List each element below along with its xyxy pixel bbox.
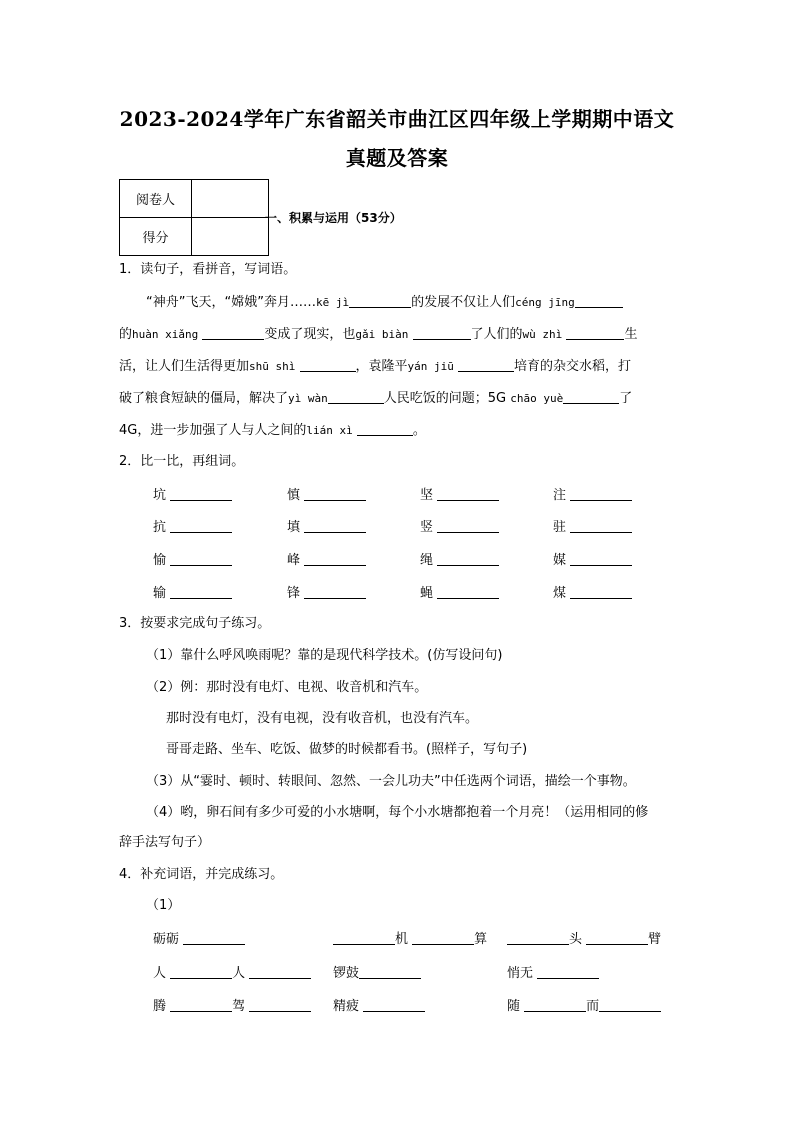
pinyin: lián xì [306,424,353,437]
q1-line1 [146,295,623,309]
answer-blank[interactable] [599,999,661,1012]
char: 愉 [153,553,167,568]
text: 人民吃饭的问题；5G [383,391,507,406]
page-title: 2023-2024学年广东省韶关市曲江区四年级上学期期中语文 [119,107,675,131]
q4-sub-1: （1） [146,898,181,913]
word: 而 [586,999,600,1014]
answer-blank[interactable] [437,488,499,501]
answer-blank[interactable] [349,295,411,308]
pinyin: shū shì [249,360,296,373]
q2-row [153,520,232,534]
section-heading: 一、积累与运用（53分） [265,211,402,225]
text: ，袁隆平 [355,359,408,374]
q4-row1 [507,932,661,946]
char: 锋 [287,586,301,601]
word: 砺砺 [153,932,180,947]
text: 培育的杂交水稻，打 [514,359,632,374]
q4-row2 [153,966,311,980]
char: 输 [153,586,167,601]
answer-blank[interactable] [570,520,632,533]
word: 腾 [153,999,167,1014]
answer-blank[interactable] [328,391,384,404]
q4-row1 [333,932,487,946]
q2-row [553,488,632,502]
pinyin: céng jīng [515,296,575,309]
q4-row1 [153,932,245,946]
q1-line5 [119,423,426,437]
answer-blank[interactable] [170,586,232,599]
text: 活，让人们生活得更加 [119,359,250,374]
q2-row [153,488,232,502]
word: 臂 [648,932,662,947]
char: 注 [553,488,567,503]
text: 了 [619,391,633,406]
word: 锣鼓 [333,966,360,981]
q4-row3 [333,999,425,1013]
word: 驾 [232,999,246,1014]
word: 人 [153,966,167,981]
q2-row [153,586,232,600]
answer-blank[interactable] [304,520,366,533]
q2-row [553,586,632,600]
pinyin: huàn xiǎng [132,328,199,341]
pinyin: wù zhì [522,328,563,341]
q2-row [420,586,499,600]
answer-blank[interactable] [304,488,366,501]
q4-row2 [333,966,421,980]
pinyin: chāo yuè [510,392,564,405]
q2-row [420,488,499,502]
q2-row [287,488,366,502]
q2-row [287,553,366,567]
page-title-line2: 真题及答案 [345,146,449,170]
q1-line2 [119,327,637,341]
score-cell [192,218,269,256]
q1-line4 [119,391,632,405]
answer-blank[interactable] [575,295,623,308]
q1-line3 [119,359,631,373]
answer-blank[interactable] [170,966,232,979]
answer-blank[interactable] [566,327,624,340]
q3-item-4-cont: 辞手法写句子） [119,835,211,850]
answer-blank[interactable] [183,932,245,945]
word: 人 [232,966,246,981]
q4-row3 [507,999,661,1013]
char: 峰 [287,553,301,568]
answer-blank[interactable] [563,391,619,404]
char: 竖 [420,520,434,535]
pinyin: yì wàn [288,392,328,405]
text: 的发展不仅让人们 [411,295,516,310]
text: 4G，进一步加强了人与人之间的 [119,423,307,438]
answer-blank[interactable] [249,999,311,1012]
q2-row [153,553,232,567]
char: 媒 [553,553,567,568]
answer-blank[interactable] [170,553,232,566]
char: 煤 [553,586,567,601]
answer-blank[interactable] [524,999,586,1012]
char: 填 [287,520,301,535]
q2-row [553,553,632,567]
word: 头 [569,932,583,947]
answer-blank[interactable] [507,932,569,945]
text: 。 [412,423,426,438]
answer-blank[interactable] [570,586,632,599]
q2-row [420,553,499,567]
answer-blank[interactable] [304,553,366,566]
answer-blank[interactable] [202,327,264,340]
text: 破了粮食短缺的僵局，解决了 [119,391,289,406]
answer-blank[interactable] [304,586,366,599]
pinyin: gǎi biàn [355,328,409,341]
char: 绳 [420,553,434,568]
pinyin: kē jì [315,296,350,309]
text: 生 [624,327,638,342]
answer-blank[interactable] [170,488,232,501]
answer-blank[interactable] [357,423,413,436]
answer-blank[interactable] [413,327,471,340]
q4-row2 [507,966,599,980]
answer-blank[interactable] [570,488,632,501]
word: 算 [474,932,488,947]
reviewer-label: 阅卷人 [120,180,192,218]
text: “神舟”飞天，“嫦娥”奔月…… [146,295,316,310]
q1-prompt: 1．读句子，看拼音，写词语。 [119,262,297,277]
q3-item-1: （1）靠什么呼风唤雨呢？靠的是现代科学技术。(仿写设问句) [146,648,503,663]
char: 坚 [420,488,434,503]
char: 坑 [153,488,167,503]
answer-blank[interactable] [537,966,599,979]
text: 的 [119,327,133,342]
text: 变成了现实，也 [264,327,356,342]
q3-prompt: 3．按要求完成句子练习。 [119,616,271,631]
pinyin: yán jiū [407,360,454,373]
answer-blank[interactable] [437,586,499,599]
q2-row [287,520,366,534]
q3-item-2: （2）例：那时没有电灯、电视、收音机和汽车。 [146,680,428,695]
answer-blank[interactable] [300,359,356,372]
answer-blank[interactable] [458,359,514,372]
answer-blank[interactable] [170,999,232,1012]
answer-blank[interactable] [437,553,499,566]
q4-prompt: 4．补充词语，并完成练习。 [119,867,284,882]
q3-item-4: （4）哟，卵石间有多少可爱的小水塘啊，每个小水塘都抱着一个月亮！（运用相同的修 [146,805,649,820]
q2-row [287,586,366,600]
answer-blank[interactable] [437,520,499,533]
word: 精疲 [333,999,360,1014]
text: 了人们的 [470,327,523,342]
word: 随 [507,999,521,1014]
word: 悄无 [507,966,534,981]
char: 蝇 [420,586,434,601]
answer-blank[interactable] [363,999,425,1012]
char: 抗 [153,520,167,535]
q4-row3 [153,999,311,1013]
q2-row [553,520,632,534]
reviewer-cell [192,180,269,218]
answer-blank[interactable] [570,553,632,566]
answer-blank[interactable] [333,932,395,945]
char: 慎 [287,488,301,503]
answer-blank[interactable] [249,966,311,979]
q3-item-2-example: 那时没有电灯，没有电视，没有收音机，也没有汽车。 [166,711,479,726]
answer-blank[interactable] [586,932,648,945]
score-label: 得分 [120,218,192,256]
word: 机 [395,932,409,947]
score-table [119,179,269,256]
char: 驻 [553,520,567,535]
q2-row [420,520,499,534]
q2-prompt: 2．比一比，再组词。 [119,454,245,469]
answer-blank[interactable] [412,932,474,945]
answer-blank[interactable] [170,520,232,533]
answer-blank[interactable] [359,966,421,979]
q3-item-3: （3）从“霎时、顿时、转眼间、忽然、一会儿功夫”中任选两个词语，描绘一个事物。 [146,774,636,789]
q3-item-2-task: 哥哥走路、坐车、吃饭、做梦的时候都看书。(照样子，写句子) [166,742,528,757]
